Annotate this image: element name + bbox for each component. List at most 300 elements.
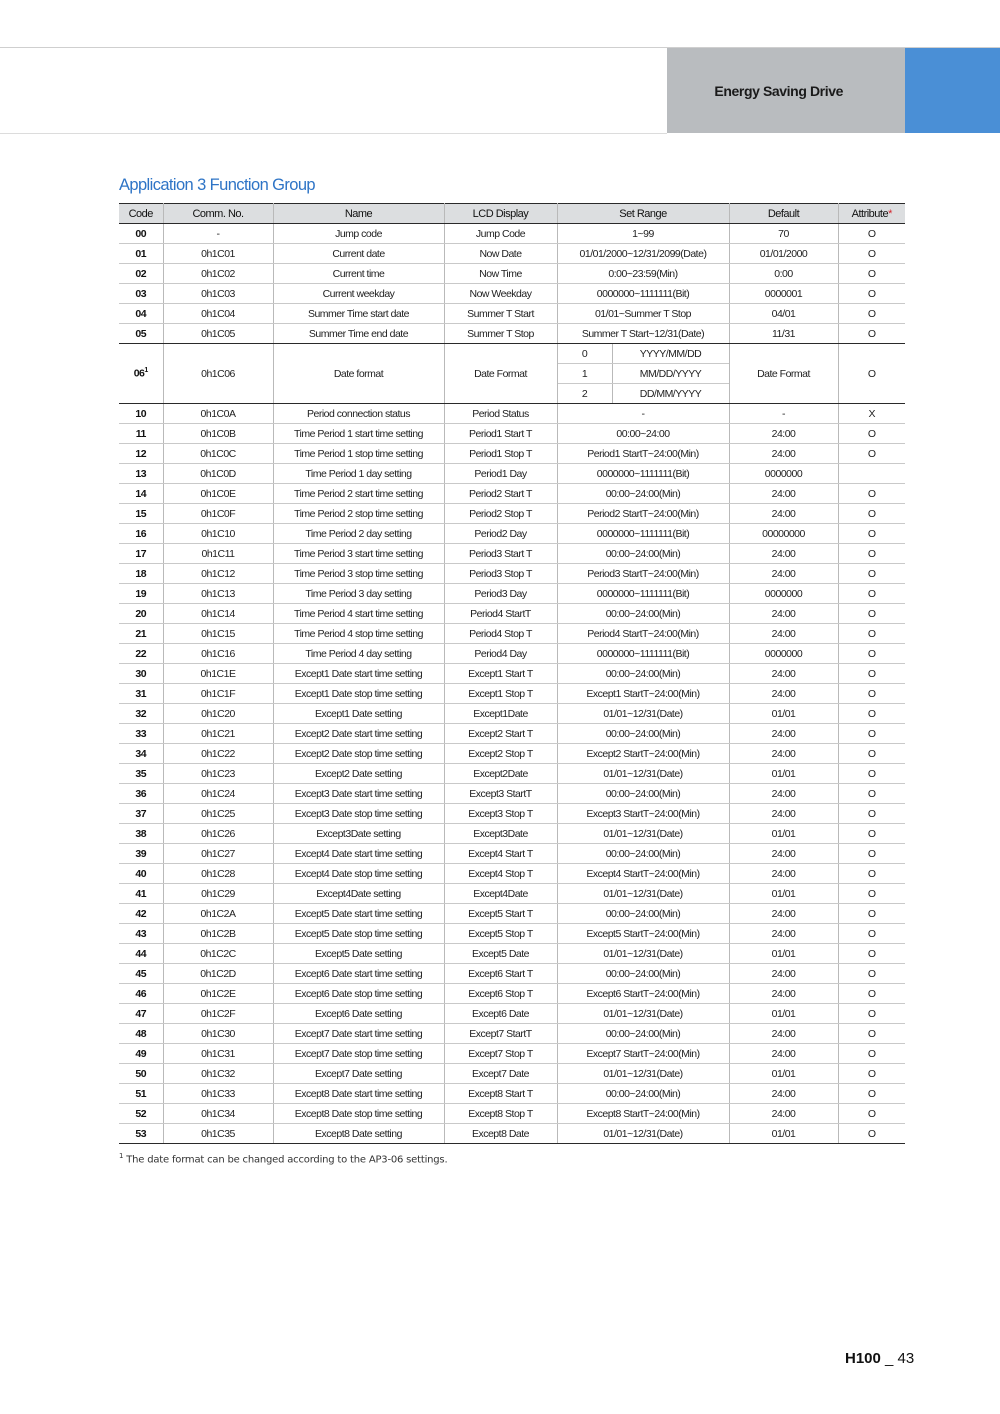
cell-comm: 0h1C03 bbox=[163, 284, 273, 304]
cell-name: Time Period 2 stop time setting bbox=[273, 504, 444, 524]
format-option-number: 2 bbox=[558, 384, 613, 403]
table-row bbox=[119, 784, 905, 804]
cell-lcd: Period2 Start T bbox=[444, 484, 557, 504]
cell-range: 00:00~24:00(Min) bbox=[557, 1024, 729, 1044]
cell-default: 24:00 bbox=[729, 864, 838, 884]
cell-name: Time Period 3 start time setting bbox=[273, 544, 444, 564]
table-row bbox=[119, 904, 905, 924]
cell-name: Except6 Date setting bbox=[273, 1004, 444, 1024]
cell-name: Time Period 1 day setting bbox=[273, 464, 444, 484]
cell-code: 35 bbox=[119, 764, 163, 784]
cell-attribute: O bbox=[838, 264, 905, 284]
cell-default: 24:00 bbox=[729, 424, 838, 444]
cell-range: 00:00~24:00(Min) bbox=[557, 1084, 729, 1104]
cell-range: 01/01~12/31(Date) bbox=[557, 1124, 729, 1144]
cell-comm: 0h1C2E bbox=[163, 984, 273, 1004]
cell-lcd: Period Status bbox=[444, 404, 557, 424]
cell-code: 21 bbox=[119, 624, 163, 644]
cell-code: 40 bbox=[119, 864, 163, 884]
cell-name: Except8 Date start time setting bbox=[273, 1084, 444, 1104]
cell-comm: 0h1C33 bbox=[163, 1084, 273, 1104]
table-row bbox=[119, 1104, 905, 1124]
cell-comm: 0h1C02 bbox=[163, 264, 273, 284]
cell-lcd: Period3 Day bbox=[444, 584, 557, 604]
cell-comm: 0h1C23 bbox=[163, 764, 273, 784]
cell-default: 24:00 bbox=[729, 444, 838, 464]
cell-lcd: Except3Date bbox=[444, 824, 557, 844]
cell-default: 00000000 bbox=[729, 524, 838, 544]
cell-name: Except1 Date start time setting bbox=[273, 664, 444, 684]
cell-comm: 0h1C26 bbox=[163, 824, 273, 844]
cell-attribute: O bbox=[838, 724, 905, 744]
table-row bbox=[119, 704, 905, 724]
cell-comm: 0h1C27 bbox=[163, 844, 273, 864]
footnote-mark: 1 bbox=[144, 367, 148, 375]
cell-comm: 0h1C30 bbox=[163, 1024, 273, 1044]
cell-default: 70 bbox=[729, 224, 838, 244]
cell-range: 0000000~1111111(Bit) bbox=[557, 464, 729, 484]
format-option-number: 0 bbox=[558, 344, 613, 363]
cell-comm: 0h1C34 bbox=[163, 1104, 273, 1124]
cell-lcd: Except1 Start T bbox=[444, 664, 557, 684]
table-header-row bbox=[119, 204, 905, 224]
cell-default: 24:00 bbox=[729, 684, 838, 704]
cell-default: 11/31 bbox=[729, 324, 838, 344]
cell-range: 01/01/2000~12/31/2099(Date) bbox=[557, 244, 729, 264]
table-row bbox=[119, 1004, 905, 1024]
table-row bbox=[119, 504, 905, 524]
cell-attribute: O bbox=[838, 644, 905, 664]
cell-name: Except3Date setting bbox=[273, 824, 444, 844]
cell-name: Except1 Date setting bbox=[273, 704, 444, 724]
cell-lcd: Except5 Date bbox=[444, 944, 557, 964]
cell-name: Current weekday bbox=[273, 284, 444, 304]
cell-default: 01/01 bbox=[729, 824, 838, 844]
cell-comm: 0h1C0B bbox=[163, 424, 273, 444]
cell-name: Except5 Date setting bbox=[273, 944, 444, 964]
cell-lcd: Period1 Stop T bbox=[444, 444, 557, 464]
group-title: Application 3 Function Group bbox=[119, 176, 315, 194]
cell-comm: 0h1C2D bbox=[163, 964, 273, 984]
header-section-band bbox=[667, 48, 905, 133]
cell-range: Except5 StartT~24:00(Min) bbox=[557, 924, 729, 944]
cell-lcd: Except6 Start T bbox=[444, 964, 557, 984]
cell-default: 24:00 bbox=[729, 924, 838, 944]
cell-code: 44 bbox=[119, 944, 163, 964]
cell-attribute: O bbox=[838, 584, 905, 604]
cell-code: 12 bbox=[119, 444, 163, 464]
col-header-lcd: LCD Display bbox=[444, 204, 557, 224]
cell-lcd: Except7 Date bbox=[444, 1064, 557, 1084]
cell-default: 0:00 bbox=[729, 264, 838, 284]
cell-lcd: Period3 Start T bbox=[444, 544, 557, 564]
cell-name: Time Period 3 day setting bbox=[273, 584, 444, 604]
cell-default: 24:00 bbox=[729, 964, 838, 984]
cell-range: Except8 StartT~24:00(Min) bbox=[557, 1104, 729, 1124]
cell-name: Jump code bbox=[273, 224, 444, 244]
cell-default: 24:00 bbox=[729, 1024, 838, 1044]
cell-range: 01/01~12/31(Date) bbox=[557, 1064, 729, 1084]
cell-default: 01/01 bbox=[729, 704, 838, 724]
cell-range: Period3 StartT~24:00(Min) bbox=[557, 564, 729, 584]
cell-lcd: Except2Date bbox=[444, 764, 557, 784]
cell-range: 00:00~24:00(Min) bbox=[557, 784, 729, 804]
cell-range: Period1 StartT~24:00(Min) bbox=[557, 444, 729, 464]
cell-lcd: Except1 Stop T bbox=[444, 684, 557, 704]
format-option-value: MM/DD/YYYY bbox=[639, 367, 702, 380]
cell-code: 15 bbox=[119, 504, 163, 524]
cell-lcd: Period2 Stop T bbox=[444, 504, 557, 524]
cell-attribute: O bbox=[838, 304, 905, 324]
cell-range: 00:00~24:00(Min) bbox=[557, 904, 729, 924]
table-row bbox=[119, 964, 905, 984]
cell-attribute: O bbox=[838, 344, 905, 404]
cell-comm: 0h1C0C bbox=[163, 444, 273, 464]
cell-range-options bbox=[557, 344, 729, 404]
table-row bbox=[119, 824, 905, 844]
format-option bbox=[558, 383, 729, 403]
cell-code: 13 bbox=[119, 464, 163, 484]
cell-name: Except7 Date start time setting bbox=[273, 1024, 444, 1044]
cell-attribute: O bbox=[838, 604, 905, 624]
cell-name: Except2 Date start time setting bbox=[273, 724, 444, 744]
table-row bbox=[119, 464, 905, 484]
cell-lcd: Jump Code bbox=[444, 224, 557, 244]
cell-attribute: O bbox=[838, 624, 905, 644]
cell-name: Except7 Date setting bbox=[273, 1064, 444, 1084]
cell-name: Except6 Date start time setting bbox=[273, 964, 444, 984]
cell-range: Period4 StartT~24:00(Min) bbox=[557, 624, 729, 644]
cell-default: 24:00 bbox=[729, 744, 838, 764]
cell-default: 24:00 bbox=[729, 604, 838, 624]
cell-comm: 0h1C11 bbox=[163, 544, 273, 564]
cell-code: 52 bbox=[119, 1104, 163, 1124]
cell-lcd: Except5 Start T bbox=[444, 904, 557, 924]
cell-default: 24:00 bbox=[729, 1044, 838, 1064]
cell-comm: 0h1C2B bbox=[163, 924, 273, 944]
footer-separator: _ bbox=[880, 1350, 898, 1367]
page-footer bbox=[845, 1350, 914, 1367]
cell-range: 0:00~23:59(Min) bbox=[557, 264, 729, 284]
table-row bbox=[119, 624, 905, 644]
cell-attribute: O bbox=[838, 1004, 905, 1024]
cell-attribute: O bbox=[838, 944, 905, 964]
cell-range: 00:00~24:00(Min) bbox=[557, 724, 729, 744]
cell-code: 53 bbox=[119, 1124, 163, 1144]
table-row bbox=[119, 1024, 905, 1044]
cell-range: 0000000~1111111(Bit) bbox=[557, 644, 729, 664]
cell-lcd: Except6 Stop T bbox=[444, 984, 557, 1004]
footnote-text: The date format can be changed according to the AP3-06 settings. bbox=[126, 1154, 448, 1166]
cell-lcd: Except8 Start T bbox=[444, 1084, 557, 1104]
cell-lcd: Period1 Day bbox=[444, 464, 557, 484]
cell-comm: 0h1C14 bbox=[163, 604, 273, 624]
cell-code: 50 bbox=[119, 1064, 163, 1084]
cell-attribute: O bbox=[838, 224, 905, 244]
cell-attribute: O bbox=[838, 924, 905, 944]
table-row bbox=[119, 924, 905, 944]
cell-default: Date Format bbox=[729, 344, 838, 404]
cell-default: 24:00 bbox=[729, 844, 838, 864]
cell-range: Except3 StartT~24:00(Min) bbox=[557, 804, 729, 824]
cell-code: 46 bbox=[119, 984, 163, 1004]
cell-name: Current time bbox=[273, 264, 444, 284]
cell-comm: 0h1C12 bbox=[163, 564, 273, 584]
cell-code: 04 bbox=[119, 304, 163, 324]
table-row bbox=[119, 884, 905, 904]
cell-range: Period2 StartT~24:00(Min) bbox=[557, 504, 729, 524]
cell-range: 00:00~24:00(Min) bbox=[557, 484, 729, 504]
cell-comm: - bbox=[163, 224, 273, 244]
cell-range: 0000000~1111111(Bit) bbox=[557, 584, 729, 604]
table-row bbox=[119, 604, 905, 624]
cell-attribute: O bbox=[838, 564, 905, 584]
cell-attribute: O bbox=[838, 984, 905, 1004]
cell-default: 24:00 bbox=[729, 664, 838, 684]
cell-comm: 0h1C10 bbox=[163, 524, 273, 544]
cell-lcd: Now Weekday bbox=[444, 284, 557, 304]
cell-lcd: Period1 Start T bbox=[444, 424, 557, 444]
cell-range: 0000000~1111111(Bit) bbox=[557, 524, 729, 544]
col-header-range: Set Range bbox=[557, 204, 729, 224]
cell-name: Except8 Date stop time setting bbox=[273, 1104, 444, 1124]
cell-comm: 0h1C0E bbox=[163, 484, 273, 504]
table-row bbox=[119, 1064, 905, 1084]
cell-attribute: O bbox=[838, 284, 905, 304]
table-row bbox=[119, 984, 905, 1004]
format-option bbox=[558, 344, 729, 363]
cell-default: 01/01/2000 bbox=[729, 244, 838, 264]
header-under-rule bbox=[0, 133, 667, 134]
table-body-date-format bbox=[119, 344, 905, 404]
cell-lcd: Except8 Date bbox=[444, 1124, 557, 1144]
table-row bbox=[119, 304, 905, 324]
cell-default: 01/01 bbox=[729, 944, 838, 964]
cell-range: - bbox=[557, 404, 729, 424]
cell-default: 24:00 bbox=[729, 564, 838, 584]
col-header-name: Name bbox=[273, 204, 444, 224]
cell-attribute: O bbox=[838, 844, 905, 864]
cell-attribute: O bbox=[838, 1104, 905, 1124]
cell-code: 05 bbox=[119, 324, 163, 344]
cell-name: Time Period 4 day setting bbox=[273, 644, 444, 664]
table-row bbox=[119, 664, 905, 684]
cell-name: Period connection status bbox=[273, 404, 444, 424]
cell-comm: 0h1C31 bbox=[163, 1044, 273, 1064]
cell-code: 11 bbox=[119, 424, 163, 444]
cell-default: 01/01 bbox=[729, 1064, 838, 1084]
cell-name: Except4Date setting bbox=[273, 884, 444, 904]
cell-comm: 0h1C24 bbox=[163, 784, 273, 804]
cell-name: Except1 Date stop time setting bbox=[273, 684, 444, 704]
cell-attribute: O bbox=[838, 444, 905, 464]
cell-code: 16 bbox=[119, 524, 163, 544]
cell-comm: 0h1C35 bbox=[163, 1124, 273, 1144]
cell-lcd: Summer T Start bbox=[444, 304, 557, 324]
cell-default: 04/01 bbox=[729, 304, 838, 324]
table-row bbox=[119, 764, 905, 784]
cell-attribute: O bbox=[838, 884, 905, 904]
cell-comm: 0h1C06 bbox=[163, 344, 273, 404]
cell-name: Time Period 3 stop time setting bbox=[273, 564, 444, 584]
cell-name: Time Period 4 stop time setting bbox=[273, 624, 444, 644]
cell-range: 00:00~24:00 bbox=[557, 424, 729, 444]
cell-attribute: O bbox=[838, 484, 905, 504]
cell-name: Summer Time end date bbox=[273, 324, 444, 344]
cell-comm: 0h1C0F bbox=[163, 504, 273, 524]
cell-range: 01/01~12/31(Date) bbox=[557, 944, 729, 964]
table-row bbox=[119, 224, 905, 244]
table-row bbox=[119, 544, 905, 564]
cell-attribute: O bbox=[838, 424, 905, 444]
cell-name: Except2 Date stop time setting bbox=[273, 744, 444, 764]
cell-range: 00:00~24:00(Min) bbox=[557, 664, 729, 684]
cell-code: 19 bbox=[119, 584, 163, 604]
cell-lcd: Except7 StartT bbox=[444, 1024, 557, 1044]
cell-comm: 0h1C13 bbox=[163, 584, 273, 604]
cell-comm: 0h1C20 bbox=[163, 704, 273, 724]
cell-code: 17 bbox=[119, 544, 163, 564]
cell-code: 45 bbox=[119, 964, 163, 984]
cell-range: 00:00~24:00(Min) bbox=[557, 964, 729, 984]
attribute-label: Attribute bbox=[851, 207, 889, 220]
cell-lcd: Summer T Stop bbox=[444, 324, 557, 344]
table-row bbox=[119, 804, 905, 824]
cell-attribute: O bbox=[838, 864, 905, 884]
cell-default: 24:00 bbox=[729, 724, 838, 744]
cell-code: 37 bbox=[119, 804, 163, 824]
cell-attribute: O bbox=[838, 664, 905, 684]
cell-name: Except3 Date stop time setting bbox=[273, 804, 444, 824]
table-row bbox=[119, 444, 905, 464]
cell-range: Except7 StartT~24:00(Min) bbox=[557, 1044, 729, 1064]
cell-code: 41 bbox=[119, 884, 163, 904]
cell-lcd: Except4 Stop T bbox=[444, 864, 557, 884]
cell-lcd: Except4Date bbox=[444, 884, 557, 904]
cell-attribute: O bbox=[838, 804, 905, 824]
cell-range: Except4 StartT~24:00(Min) bbox=[557, 864, 729, 884]
table-row bbox=[119, 484, 905, 504]
code-value: 06 bbox=[133, 367, 145, 380]
cell-lcd: Except3 StartT bbox=[444, 784, 557, 804]
table-row bbox=[119, 1124, 905, 1144]
cell-default: 24:00 bbox=[729, 484, 838, 504]
cell-code: 47 bbox=[119, 1004, 163, 1024]
cell-comm: 0h1C22 bbox=[163, 744, 273, 764]
cell-name: Except5 Date stop time setting bbox=[273, 924, 444, 944]
table-row bbox=[119, 1044, 905, 1064]
cell-range: 01/01~12/31(Date) bbox=[557, 824, 729, 844]
header-accent-block bbox=[905, 48, 1000, 133]
format-option-value: YYYY/MM/DD bbox=[639, 347, 702, 360]
col-header-comm: Comm. No. bbox=[163, 204, 273, 224]
cell-name: Except8 Date setting bbox=[273, 1124, 444, 1144]
cell-lcd: Period2 Day bbox=[444, 524, 557, 544]
cell-comm: 0h1C0A bbox=[163, 404, 273, 424]
table-row bbox=[119, 944, 905, 964]
table-row bbox=[119, 644, 905, 664]
cell-code: 01 bbox=[119, 244, 163, 264]
cell-range: 00:00~24:00(Min) bbox=[557, 544, 729, 564]
cell-code: 39 bbox=[119, 844, 163, 864]
cell-code: 14 bbox=[119, 484, 163, 504]
cell-attribute: O bbox=[838, 1064, 905, 1084]
cell-code: 18 bbox=[119, 564, 163, 584]
cell-range: Summer T Start~12/31(Date) bbox=[557, 324, 729, 344]
cell-comm: 0h1C1F bbox=[163, 684, 273, 704]
cell-default: 24:00 bbox=[729, 904, 838, 924]
cell-name: Time Period 1 stop time setting bbox=[273, 444, 444, 464]
col-header-default: Default bbox=[729, 204, 838, 224]
cell-code: 03 bbox=[119, 284, 163, 304]
table-row bbox=[119, 244, 905, 264]
cell-name: Time Period 4 start time setting bbox=[273, 604, 444, 624]
cell-attribute: O bbox=[838, 1084, 905, 1104]
cell-comm: 0h1C15 bbox=[163, 624, 273, 644]
cell-lcd: Period3 Stop T bbox=[444, 564, 557, 584]
table-row bbox=[119, 424, 905, 444]
cell-lcd: Period4 Stop T bbox=[444, 624, 557, 644]
cell-attribute: O bbox=[838, 684, 905, 704]
cell-comm: 0h1C0D bbox=[163, 464, 273, 484]
cell-lcd: Except1Date bbox=[444, 704, 557, 724]
cell-range: 00:00~24:00(Min) bbox=[557, 844, 729, 864]
cell-attribute: O bbox=[838, 744, 905, 764]
cell-code: 32 bbox=[119, 704, 163, 724]
cell-range: 01/01~12/31(Date) bbox=[557, 764, 729, 784]
cell-range: 00:00~24:00(Min) bbox=[557, 604, 729, 624]
cell-name: Time Period 2 start time setting bbox=[273, 484, 444, 504]
cell-comm: 0h1C05 bbox=[163, 324, 273, 344]
cell-code: 38 bbox=[119, 824, 163, 844]
cell-range: 01/01~12/31(Date) bbox=[557, 884, 729, 904]
cell-code: 48 bbox=[119, 1024, 163, 1044]
cell-attribute: O bbox=[838, 244, 905, 264]
cell-code: 02 bbox=[119, 264, 163, 284]
cell-attribute: O bbox=[838, 904, 905, 924]
cell-code: 49 bbox=[119, 1044, 163, 1064]
cell-comm: 0h1C04 bbox=[163, 304, 273, 324]
cell-default: 24:00 bbox=[729, 804, 838, 824]
cell-name: Except2 Date setting bbox=[273, 764, 444, 784]
cell-lcd: Except2 Stop T bbox=[444, 744, 557, 764]
cell-code: 31 bbox=[119, 684, 163, 704]
table-body-before bbox=[119, 224, 905, 344]
cell-default: 24:00 bbox=[729, 1104, 838, 1124]
cell-attribute: O bbox=[838, 704, 905, 724]
cell-attribute: X bbox=[838, 404, 905, 424]
cell-default: 0000000 bbox=[729, 584, 838, 604]
cell-default: 01/01 bbox=[729, 884, 838, 904]
cell-code: 00 bbox=[119, 224, 163, 244]
cell-lcd: Except3 Stop T bbox=[444, 804, 557, 824]
cell-default: 01/01 bbox=[729, 764, 838, 784]
cell-code: 20 bbox=[119, 604, 163, 624]
table-row bbox=[119, 404, 905, 424]
cell-code: 36 bbox=[119, 784, 163, 804]
cell-attribute bbox=[838, 464, 905, 484]
cell-default: 0000000 bbox=[729, 644, 838, 664]
table-row bbox=[119, 584, 905, 604]
cell-code: 30 bbox=[119, 664, 163, 684]
col-header-attribute bbox=[838, 204, 905, 224]
table-row bbox=[119, 744, 905, 764]
cell-code: 10 bbox=[119, 404, 163, 424]
cell-lcd: Except6 Date bbox=[444, 1004, 557, 1024]
table-body-after bbox=[119, 404, 905, 1144]
cell-comm: 0h1C28 bbox=[163, 864, 273, 884]
cell-default: - bbox=[729, 404, 838, 424]
